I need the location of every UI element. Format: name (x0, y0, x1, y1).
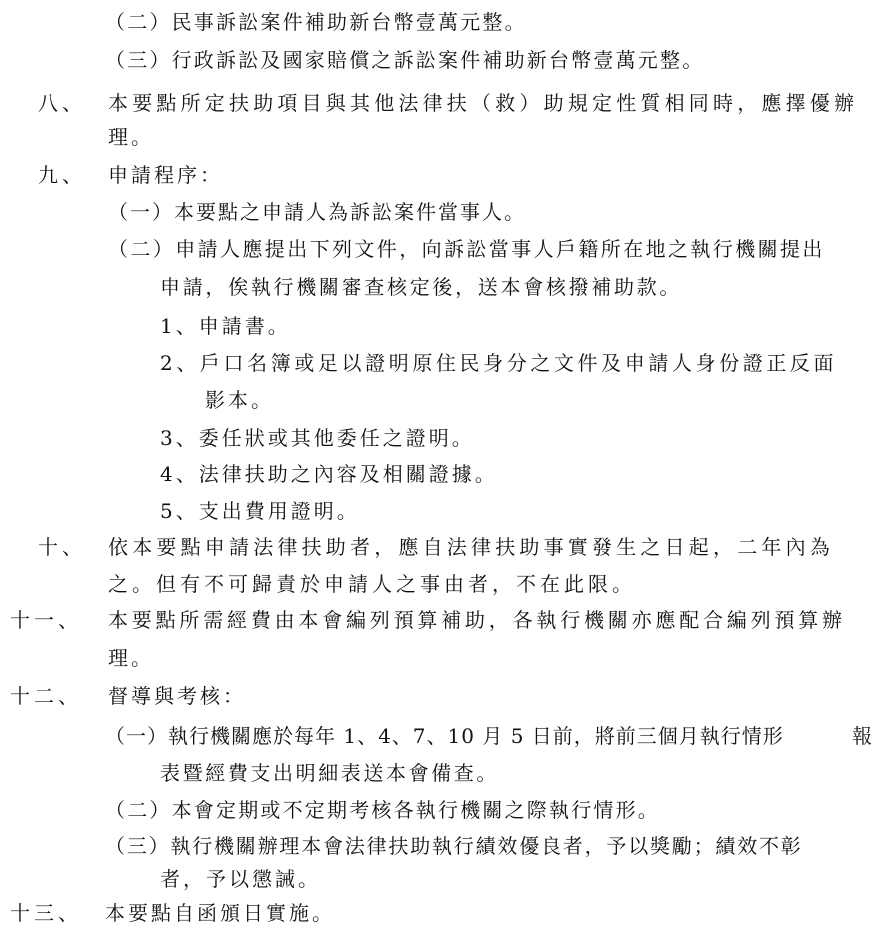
clause-12-1-tail: 報 (852, 724, 875, 748)
section-9-number: 九、 (38, 163, 86, 187)
clause-12-3-cont: 者，予以懲誡。 (160, 867, 321, 891)
clause-7-2: （二）民事訴訟案件補助新台幣壹萬元整。 (105, 10, 527, 34)
clause-9-1: （一）本要點之申請人為訴訟案件當事人。 (108, 200, 526, 224)
clause-9-2-item-5: 5、支出費用證明。 (160, 499, 360, 523)
section-13-text: 本要點自函頒日實施。 (105, 901, 335, 925)
section-11-text-cont: 理。 (108, 646, 154, 670)
clause-12-1-cont: 表暨經費支出明細表送本會備查。 (160, 761, 499, 785)
clause-9-2-item-4: 4、法律扶助之內容及相關證據。 (160, 462, 498, 486)
clause-9-2-item-1: 1、申請書。 (160, 314, 291, 338)
section-10-number: 十、 (38, 535, 86, 559)
section-10-text: 依本要點申請法律扶助者，應自法律扶助事實發生之日起，二年內為 (108, 535, 834, 559)
clause-9-2-item-2: 2、戶口名簿或足以證明原住民身分之文件及申請人身份證正反面 (160, 351, 838, 375)
section-12-heading: 督導與考核： (108, 684, 246, 708)
clause-12-2: （二）本會定期或不定期考核各執行機關之際執行情形。 (105, 798, 660, 822)
section-8-text: 本要點所定扶助項目與其他法律扶（救）助規定性質相同時，應擇優辦 (108, 91, 859, 115)
section-9-heading: 申請程序： (108, 163, 223, 187)
section-8-number: 八、 (38, 91, 86, 115)
clause-7-3: （三）行政訴訟及國家賠償之訴訟案件補助新台幣壹萬元整。 (105, 48, 705, 72)
clause-9-2: （二）申請人應提出下列文件，向訴訟當事人戶籍所在地之執行機關提出 (108, 237, 825, 261)
section-12-number: 十二、 (10, 684, 82, 708)
section-11-number: 十一、 (10, 608, 82, 632)
clause-9-2-item-2-cont: 影本。 (205, 388, 274, 412)
clause-12-3: （三）執行機關辦理本會法律扶助執行績效優良者，予以獎勵；績效不彰 (105, 834, 803, 858)
clause-12-1: （一）執行機關應於每年 1、4、7、10 月 5 日前，將前三個月執行情形 (105, 724, 784, 748)
section-10-text-cont: 之。但有不可歸責於申請人之事由者，不在此限。 (108, 572, 636, 596)
clause-9-2-item-3: 3、委任狀或其他委任之證明。 (160, 426, 475, 450)
section-8-text-cont: 理。 (108, 125, 154, 149)
section-11-text: 本要點所需經費由本會編列預算補助，各執行機關亦應配合編列預算辦 (108, 608, 846, 632)
section-13-number: 十三、 (10, 901, 82, 925)
clause-9-2-cont: 申請，俟執行機關審查核定後，送本會核撥補助款。 (160, 275, 683, 299)
